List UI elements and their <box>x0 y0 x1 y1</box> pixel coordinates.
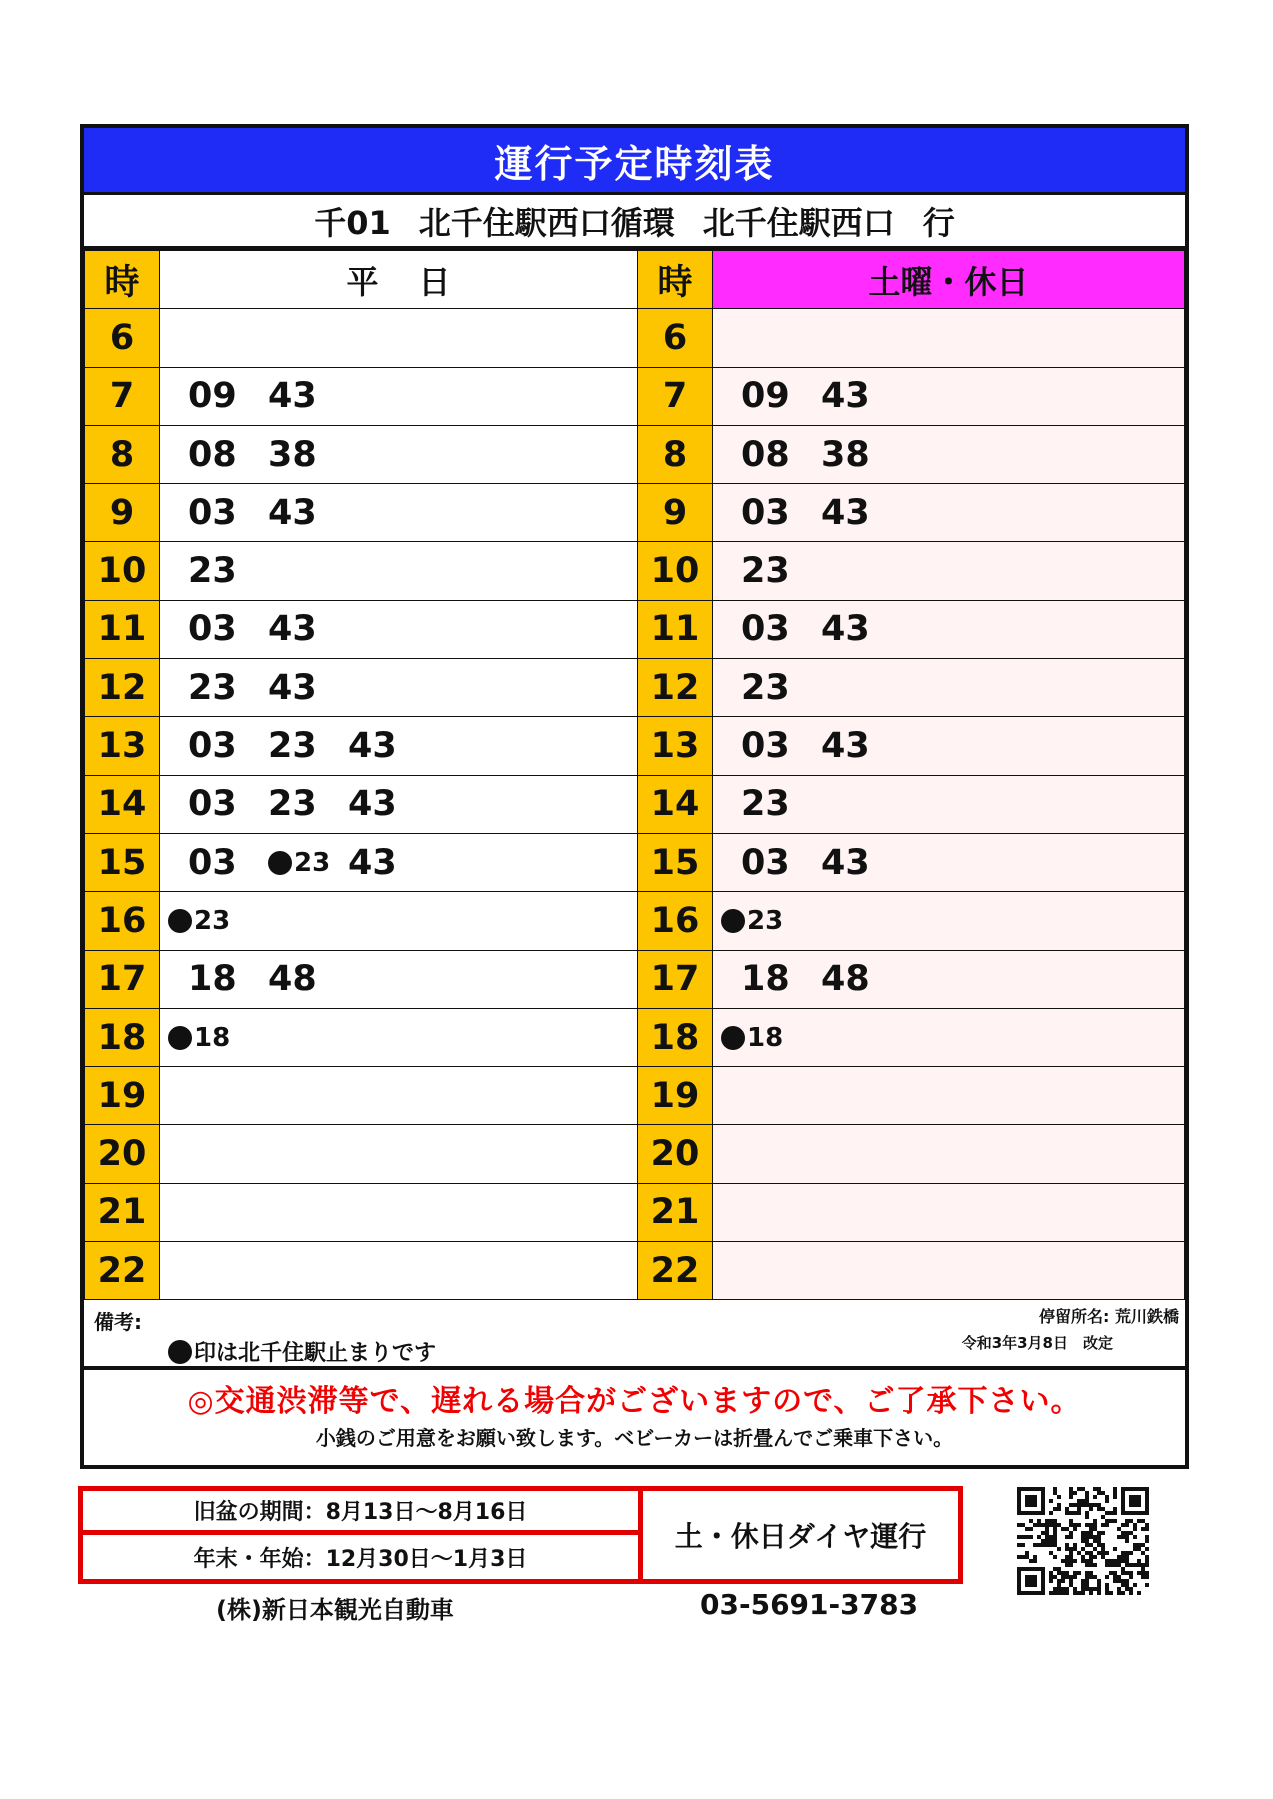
hour-cell: 15 <box>85 833 160 891</box>
departure-minute <box>188 376 268 416</box>
departure-minute <box>741 726 821 766</box>
hour-cell: 12 <box>638 659 713 717</box>
minute-value: 18 <box>747 1022 784 1053</box>
black-circle-icon <box>721 1026 745 1050</box>
weekday-minutes-cell <box>160 775 638 833</box>
phone-number[interactable]: 03-5691-3783 <box>700 1588 919 1621</box>
departure-minute <box>741 843 821 883</box>
timetable-row <box>85 309 1185 367</box>
minute-value: 09 <box>188 376 237 417</box>
weekday-minutes-cell <box>160 600 638 658</box>
route-name: 北千住駅西口循環 <box>418 203 675 242</box>
departure-minute <box>268 493 348 533</box>
hour-cell: 21 <box>85 1183 160 1241</box>
departure-minute <box>188 959 268 999</box>
hour-cell: 15 <box>638 833 713 891</box>
hour-cell: 11 <box>85 600 160 658</box>
minute-value: 08 <box>188 434 237 475</box>
weekend-minutes-cell <box>713 484 1185 542</box>
minute-value: 23 <box>188 667 237 708</box>
hour-cell: 9 <box>85 484 160 542</box>
minute-value: 03 <box>188 784 237 825</box>
departure-minute <box>348 843 428 883</box>
timetable-row <box>85 1067 1185 1125</box>
holiday-schedule-box <box>78 1486 963 1584</box>
minute-value: 23 <box>741 784 790 825</box>
weekday-minutes-cell <box>160 717 638 775</box>
departure-minute <box>188 726 268 766</box>
hour-cell: 6 <box>85 309 160 367</box>
minute-value: 43 <box>821 842 870 883</box>
black-circle-icon <box>268 851 292 875</box>
departure-minute <box>268 784 348 824</box>
timetable-frame <box>80 124 1189 1469</box>
route-suffix: 行 <box>922 203 955 242</box>
hour-cell: 10 <box>85 542 160 600</box>
route-code: 千01 <box>314 203 391 242</box>
departure-minute <box>741 784 821 824</box>
weekend-minutes-cell <box>713 600 1185 658</box>
minute-value: 18 <box>741 959 790 1000</box>
departure-minute <box>268 726 348 766</box>
weekend-minutes-cell <box>713 659 1185 717</box>
timetable-row <box>85 1008 1185 1066</box>
timetable-row <box>85 484 1185 542</box>
hour-cell: 7 <box>638 367 713 425</box>
weekend-minutes-cell <box>713 542 1185 600</box>
revision-date: 令和3年3月8日 改定 <box>961 1334 1113 1353</box>
departure-minute <box>821 493 901 533</box>
minute-value: 23 <box>194 905 231 936</box>
timetable-row <box>85 892 1185 950</box>
weekday-minutes-cell <box>160 309 638 367</box>
departure-short-trip <box>168 906 248 936</box>
departure-minute <box>188 435 268 475</box>
weekend-minutes-cell <box>713 1183 1185 1241</box>
notes-text-value: 印は北千住駅止まりです <box>194 1341 437 1367</box>
weekday-minutes-cell <box>160 659 638 717</box>
minute-value: 03 <box>188 492 237 533</box>
departure-minute <box>821 376 901 416</box>
hour-header: 時 <box>85 251 160 309</box>
minute-value: 03 <box>188 842 237 883</box>
minute-value: 43 <box>268 609 317 650</box>
departure-minute <box>821 609 901 649</box>
departure-minute <box>741 376 821 416</box>
weekend-minutes-cell <box>713 1067 1185 1125</box>
minute-value: 43 <box>821 376 870 417</box>
hour-cell: 12 <box>85 659 160 717</box>
departure-minute <box>348 726 428 766</box>
timetable-row <box>85 542 1185 600</box>
minute-value: 03 <box>741 842 790 883</box>
warning-main: ◎交通渋滞等で、遅れる場合がございますので、ご了承下さい。 <box>187 1384 1082 1420</box>
minute-value: 43 <box>268 667 317 708</box>
weekday-minutes-cell <box>160 367 638 425</box>
minute-value: 43 <box>348 842 397 883</box>
departure-minute <box>741 668 821 708</box>
hour-cell: 13 <box>638 717 713 775</box>
notes-label: 備考: <box>94 1310 142 1335</box>
weekday-minutes-cell <box>160 542 638 600</box>
black-circle-icon <box>168 1340 192 1364</box>
departure-minute <box>188 609 268 649</box>
hour-cell: 19 <box>85 1067 160 1125</box>
obon-period: 旧盆の期間：8月13日～8月16日 <box>83 1491 643 1535</box>
minute-value: 43 <box>821 492 870 533</box>
timetable-row <box>85 367 1185 425</box>
minute-value: 23 <box>268 726 317 767</box>
departure-minute <box>741 435 821 475</box>
route-destination: 北千住駅西口 <box>702 203 895 242</box>
weekend-minutes-cell <box>713 1125 1185 1183</box>
departure-minute <box>188 784 268 824</box>
departure-minute <box>821 959 901 999</box>
hour-cell: 21 <box>638 1183 713 1241</box>
departure-minute <box>268 609 348 649</box>
hour-cell: 16 <box>638 892 713 950</box>
timetable-row <box>85 717 1185 775</box>
minute-value: 03 <box>188 726 237 767</box>
departure-short-trip <box>721 906 801 936</box>
hour-cell: 18 <box>85 1008 160 1066</box>
minute-value: 09 <box>741 376 790 417</box>
weekend-minutes-cell <box>713 1242 1185 1300</box>
hour-cell: 17 <box>638 950 713 1008</box>
hour-cell: 20 <box>85 1125 160 1183</box>
minute-value: 03 <box>741 726 790 767</box>
weekend-minutes-cell <box>713 367 1185 425</box>
company-name: (株)新日本観光自動車 <box>216 1596 454 1624</box>
minute-value: 18 <box>194 1022 231 1053</box>
hour-cell: 16 <box>85 892 160 950</box>
hour-cell: 8 <box>85 425 160 483</box>
minute-value: 43 <box>821 726 870 767</box>
timetable-row <box>85 775 1185 833</box>
timetable-title: 運行予定時刻表 <box>84 128 1185 195</box>
departure-minute <box>741 551 821 591</box>
weekend-minutes-cell <box>713 833 1185 891</box>
minute-value: 43 <box>268 492 317 533</box>
hour-cell: 7 <box>85 367 160 425</box>
hour-cell: 18 <box>638 1008 713 1066</box>
hour-header: 時 <box>638 251 713 309</box>
weekend-minutes-cell <box>713 950 1185 1008</box>
timetable-header-row <box>85 251 1185 309</box>
minute-value: 18 <box>188 959 237 1000</box>
timetable-row <box>85 1125 1185 1183</box>
minute-value: 43 <box>268 376 317 417</box>
stop-name: 停留所名: 荒川鉄橋 <box>1039 1307 1179 1327</box>
weekday-minutes-cell <box>160 1242 638 1300</box>
departure-minute <box>821 726 901 766</box>
weekend-minutes-cell <box>713 892 1185 950</box>
black-circle-icon <box>721 909 745 933</box>
minute-value: 38 <box>268 434 317 475</box>
minute-value: 43 <box>348 784 397 825</box>
minute-value: 43 <box>348 726 397 767</box>
minute-value: 23 <box>188 551 237 592</box>
minute-value: 23 <box>741 551 790 592</box>
weekday-minutes-cell <box>160 833 638 891</box>
departure-minute <box>741 493 821 533</box>
weekday-header: 平日 <box>160 251 638 309</box>
departure-minute <box>188 493 268 533</box>
minute-value: 23 <box>747 905 784 936</box>
departure-short-trip <box>721 1023 801 1053</box>
weekend-minutes-cell <box>713 1008 1185 1066</box>
holiday-schedule-note: 土・休日ダイヤ運行 <box>674 1520 927 1553</box>
weekend-minutes-cell <box>713 775 1185 833</box>
departure-minute <box>821 435 901 475</box>
newyear-period: 年末・年始：12月30日～1月3日 <box>83 1535 643 1579</box>
timetable-row <box>85 833 1185 891</box>
route-line <box>84 195 1185 250</box>
departure-minute <box>188 843 268 883</box>
hour-cell: 13 <box>85 717 160 775</box>
weekend-minutes-cell <box>713 425 1185 483</box>
departure-minute <box>268 435 348 475</box>
timetable-row <box>85 659 1185 717</box>
weekday-minutes-cell <box>160 950 638 1008</box>
departure-minute <box>741 609 821 649</box>
weekday-minutes-cell <box>160 892 638 950</box>
timetable-row <box>85 1242 1185 1300</box>
weekday-minutes-cell <box>160 484 638 542</box>
minute-value: 48 <box>821 959 870 1000</box>
weekday-minutes-cell <box>160 1008 638 1066</box>
hour-cell: 14 <box>638 775 713 833</box>
hour-cell: 9 <box>638 484 713 542</box>
warning-sub: 小銭のご用意をお願い致します。ベビーカーは折畳んでご乗車下さい。 <box>315 1426 954 1451</box>
minute-value: 48 <box>268 959 317 1000</box>
hour-cell: 20 <box>638 1125 713 1183</box>
hour-cell: 22 <box>638 1242 713 1300</box>
minute-value: 38 <box>821 434 870 475</box>
departure-minute <box>741 959 821 999</box>
qr-code-icon[interactable] <box>1017 1487 1149 1595</box>
minute-value: 03 <box>741 492 790 533</box>
notes-section <box>84 1300 1185 1370</box>
minute-value: 08 <box>741 434 790 475</box>
departure-minute <box>188 551 268 591</box>
weekend-minutes-cell <box>713 309 1185 367</box>
hour-cell: 11 <box>638 600 713 658</box>
weekend-minutes-cell <box>713 717 1185 775</box>
weekday-minutes-cell <box>160 1067 638 1125</box>
departure-short-trip <box>268 848 348 878</box>
black-circle-icon <box>168 909 192 933</box>
weekday-minutes-cell <box>160 1125 638 1183</box>
hour-cell: 22 <box>85 1242 160 1300</box>
weekend-header: 土曜・休日 <box>713 251 1185 309</box>
timetable-row <box>85 950 1185 1008</box>
timetable-row <box>85 425 1185 483</box>
hour-cell: 14 <box>85 775 160 833</box>
timetable-row <box>85 600 1185 658</box>
departure-minute <box>268 959 348 999</box>
hour-cell: 6 <box>638 309 713 367</box>
weekday-minutes-cell <box>160 1183 638 1241</box>
departure-short-trip <box>168 1023 248 1053</box>
departure-minute <box>188 668 268 708</box>
weekday-minutes-cell <box>160 425 638 483</box>
hour-cell: 10 <box>638 542 713 600</box>
departure-minute <box>268 376 348 416</box>
timetable <box>84 250 1185 1300</box>
departure-minute <box>348 784 428 824</box>
departure-minute <box>268 668 348 708</box>
minute-value: 23 <box>741 667 790 708</box>
hour-cell: 19 <box>638 1067 713 1125</box>
hour-cell: 17 <box>85 950 160 1008</box>
minute-value: 23 <box>294 847 331 878</box>
timetable-row <box>85 1183 1185 1241</box>
minute-value: 43 <box>821 609 870 650</box>
black-circle-icon <box>168 1026 192 1050</box>
minute-value: 03 <box>188 609 237 650</box>
minute-value: 03 <box>741 609 790 650</box>
minute-value: 23 <box>268 784 317 825</box>
notes-text <box>168 1336 436 1367</box>
warning-section <box>84 1376 1185 1451</box>
departure-minute <box>821 843 901 883</box>
hour-cell: 8 <box>638 425 713 483</box>
